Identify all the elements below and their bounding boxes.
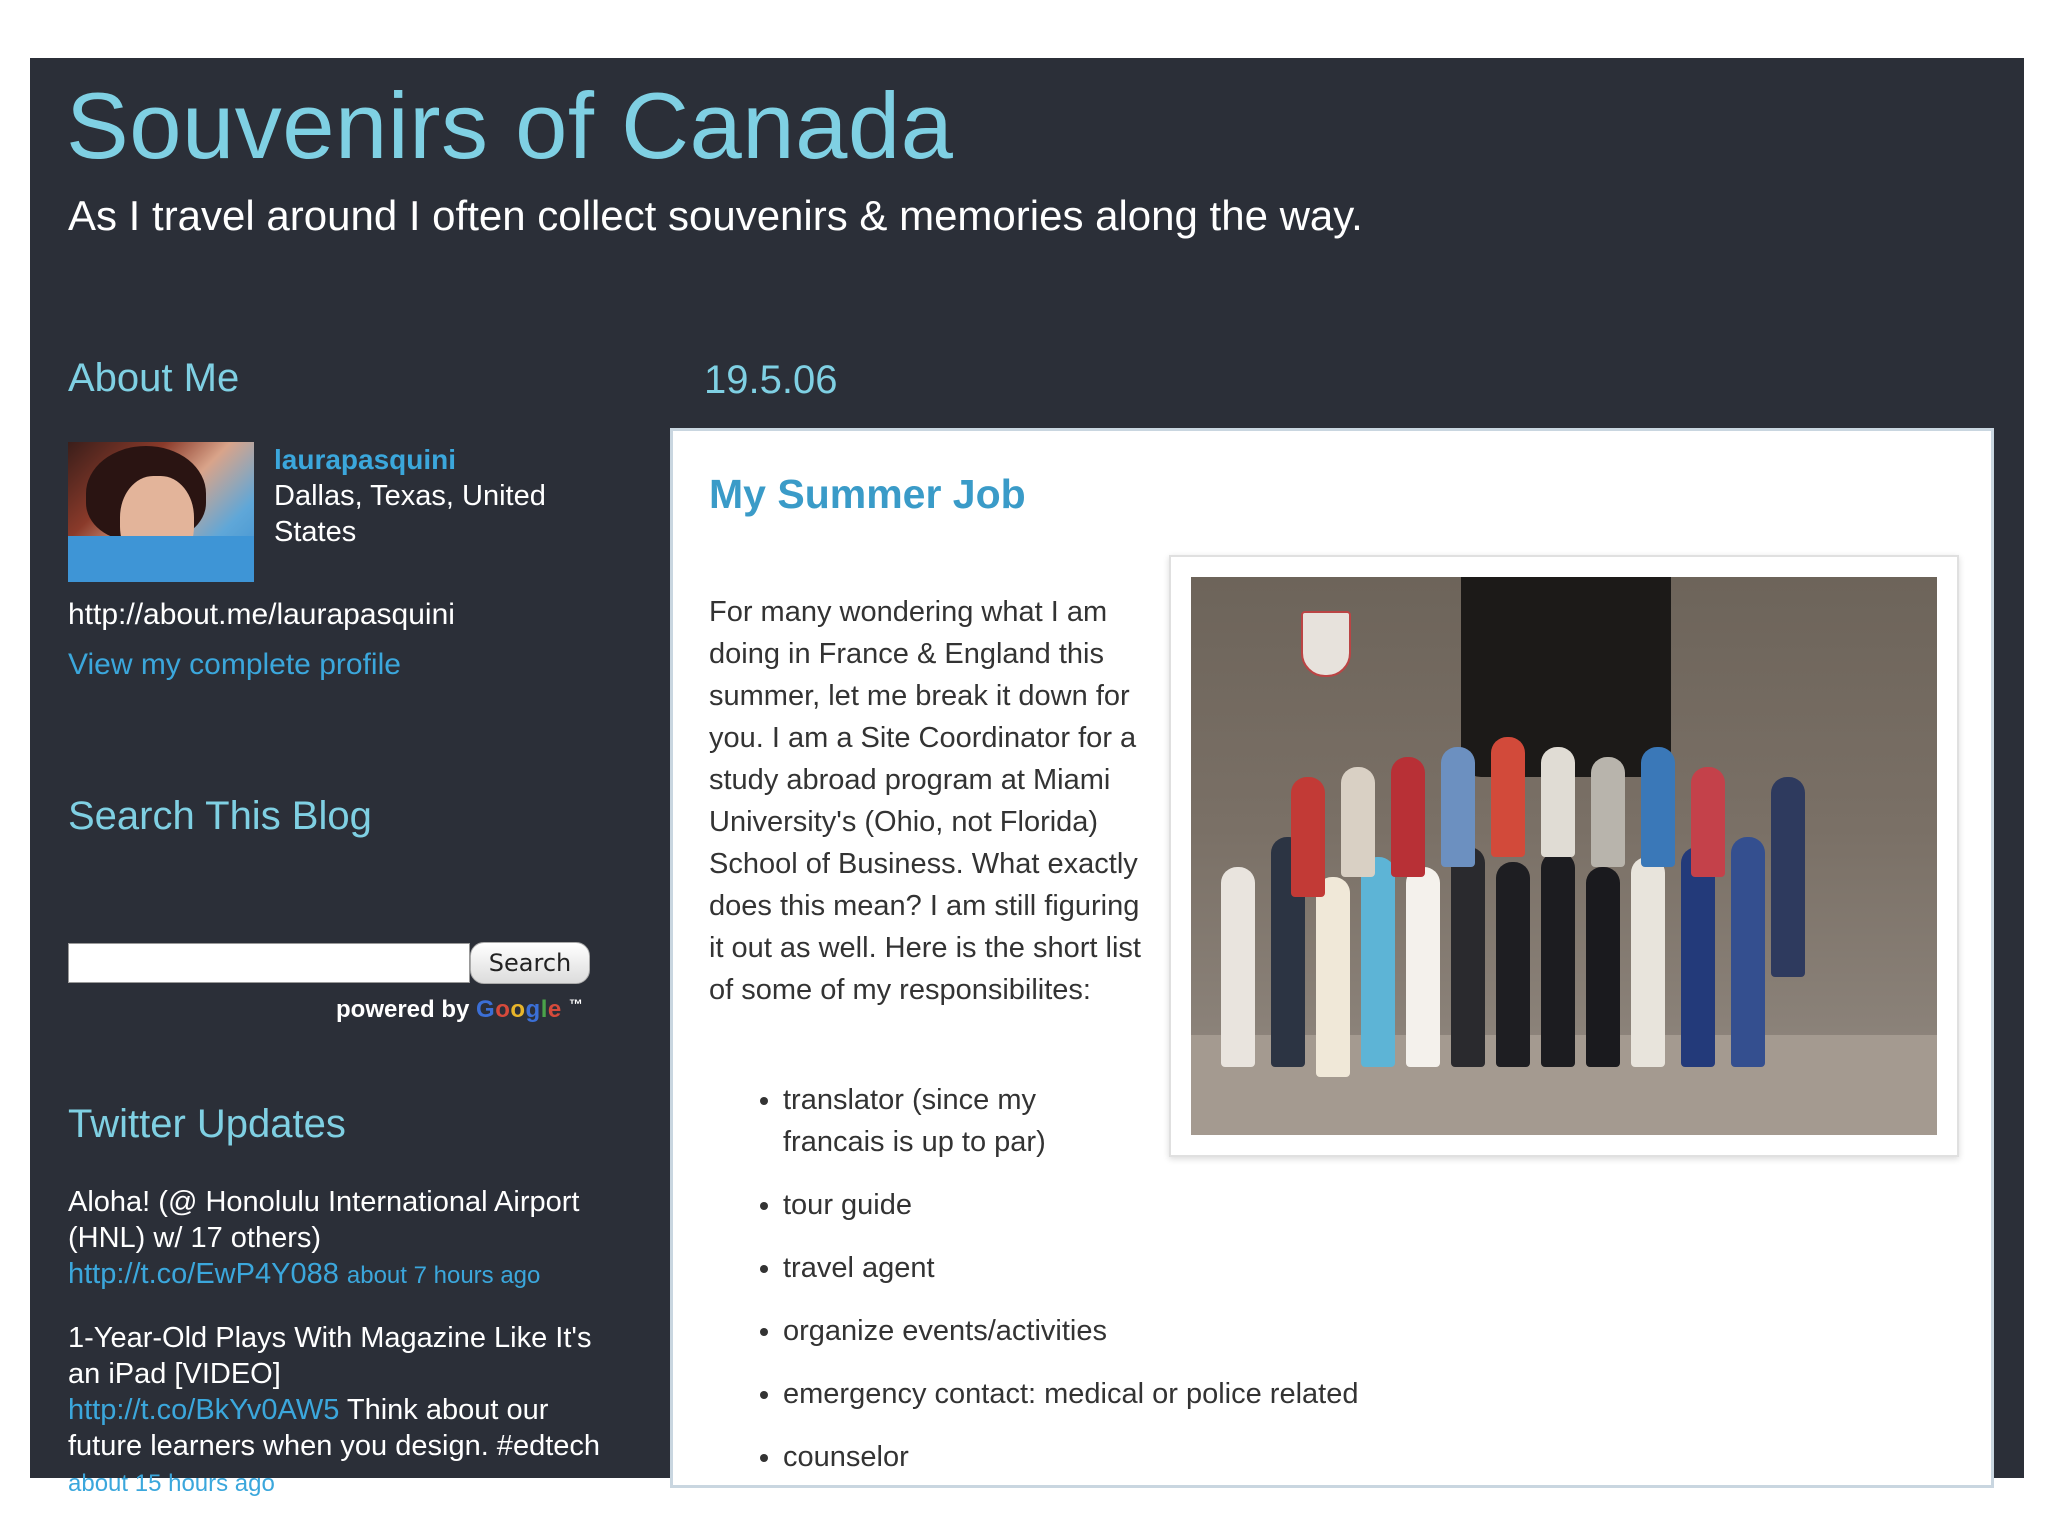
profile-location: Dallas, Texas, United States: [274, 480, 546, 548]
tweet-text: 1-Year-Old Plays With Magazine Like It's an iPad [VIDEO]: [68, 1322, 592, 1390]
photo-person: [1406, 867, 1440, 1067]
blog-page: [30, 58, 2024, 1497]
tweet-time[interactable]: about 15 hours ago: [68, 1470, 275, 1497]
photo-person: [1496, 862, 1530, 1067]
photo-person: [1341, 767, 1375, 877]
photo-person: [1771, 777, 1805, 977]
photo-person: [1291, 777, 1325, 897]
photo-person: [1631, 857, 1665, 1067]
tweet-link[interactable]: http://t.co/EwP4Y088: [68, 1258, 339, 1290]
avatar[interactable]: [68, 442, 254, 582]
profile-name-link[interactable]: laurapasquini: [274, 444, 457, 475]
blog-title[interactable]: Souvenirs of Canada: [66, 73, 954, 178]
photo-person: [1361, 857, 1395, 1067]
photo-person: [1541, 747, 1575, 857]
group-photo[interactable]: [1191, 577, 1937, 1135]
photo-person: [1391, 757, 1425, 877]
list-item: • translator (since my francais is up to par): [783, 1079, 1103, 1163]
photo-person: [1641, 747, 1675, 867]
about-me-heading: About Me: [68, 356, 240, 400]
powered-by: [336, 996, 583, 1024]
list-item: • travel agent: [783, 1247, 1358, 1289]
photo-person: [1491, 737, 1525, 857]
date-header: 19.5.06: [704, 358, 838, 402]
photo-crowd: [1211, 687, 1911, 1087]
trademark: ™: [568, 996, 583, 1012]
tweet-item: [68, 1320, 608, 1502]
photo-person: [1586, 867, 1620, 1067]
search-heading: Search This Blog: [68, 794, 372, 838]
photo-person: [1681, 847, 1715, 1067]
photo-person: [1691, 767, 1725, 877]
search-input[interactable]: [68, 943, 470, 983]
photo-person: [1731, 837, 1765, 1067]
blog-description: As I travel around I often collect souvenirs & memories along the way.: [68, 192, 1363, 239]
tweet-link[interactable]: http://t.co/BkYv0AW5: [68, 1394, 340, 1426]
photo-coat-of-arms: [1301, 611, 1351, 677]
avatar-shirt: [68, 536, 254, 582]
post-title[interactable]: My Summer Job: [709, 471, 1026, 517]
photo-person: [1541, 852, 1575, 1067]
photo-person: [1441, 747, 1475, 867]
blog-post: [670, 428, 1994, 1488]
tweet-item: [68, 1184, 608, 1294]
tweet-time[interactable]: about 7 hours ago: [346, 1262, 541, 1289]
tweet-extra: Think about our future learners when you design. #edtech: [68, 1394, 601, 1462]
post-body: For many wondering what I am doing in France & England this summer, let me break it down for you. I am a Site Coordinator for a study abroad program at Miami University's (Ohio, not Florida) School of Business. What exactly does this mean? I am still figuring it out as well. Here is the short list of some of my responsibilites:: [709, 596, 1141, 1006]
photo-person: [1316, 877, 1350, 1077]
powered-by-label: powered by: [336, 996, 470, 1023]
photo-person: [1451, 847, 1485, 1067]
photo-person: [1221, 867, 1255, 1067]
profile-url: http://about.me/laurapasquini: [68, 598, 455, 631]
list-item: • emergency contact: medical or police related: [783, 1373, 1358, 1415]
search-button[interactable]: Search: [470, 942, 590, 984]
photo-person: [1591, 757, 1625, 867]
responsibilities-list: [709, 1079, 1358, 1499]
list-item: • counselor: [783, 1436, 1358, 1478]
google-logo: Google: [476, 996, 562, 1023]
twitter-heading: Twitter Updates: [68, 1102, 346, 1146]
list-item: • organize events/activities: [783, 1310, 1358, 1352]
post-photo-frame[interactable]: [1169, 555, 1959, 1157]
tweet-text: Aloha! (@ Honolulu International Airport (HNL) w/ 17 others): [68, 1186, 580, 1254]
list-item: • tour guide: [783, 1184, 1358, 1226]
view-profile-link[interactable]: View my complete profile: [68, 648, 401, 681]
